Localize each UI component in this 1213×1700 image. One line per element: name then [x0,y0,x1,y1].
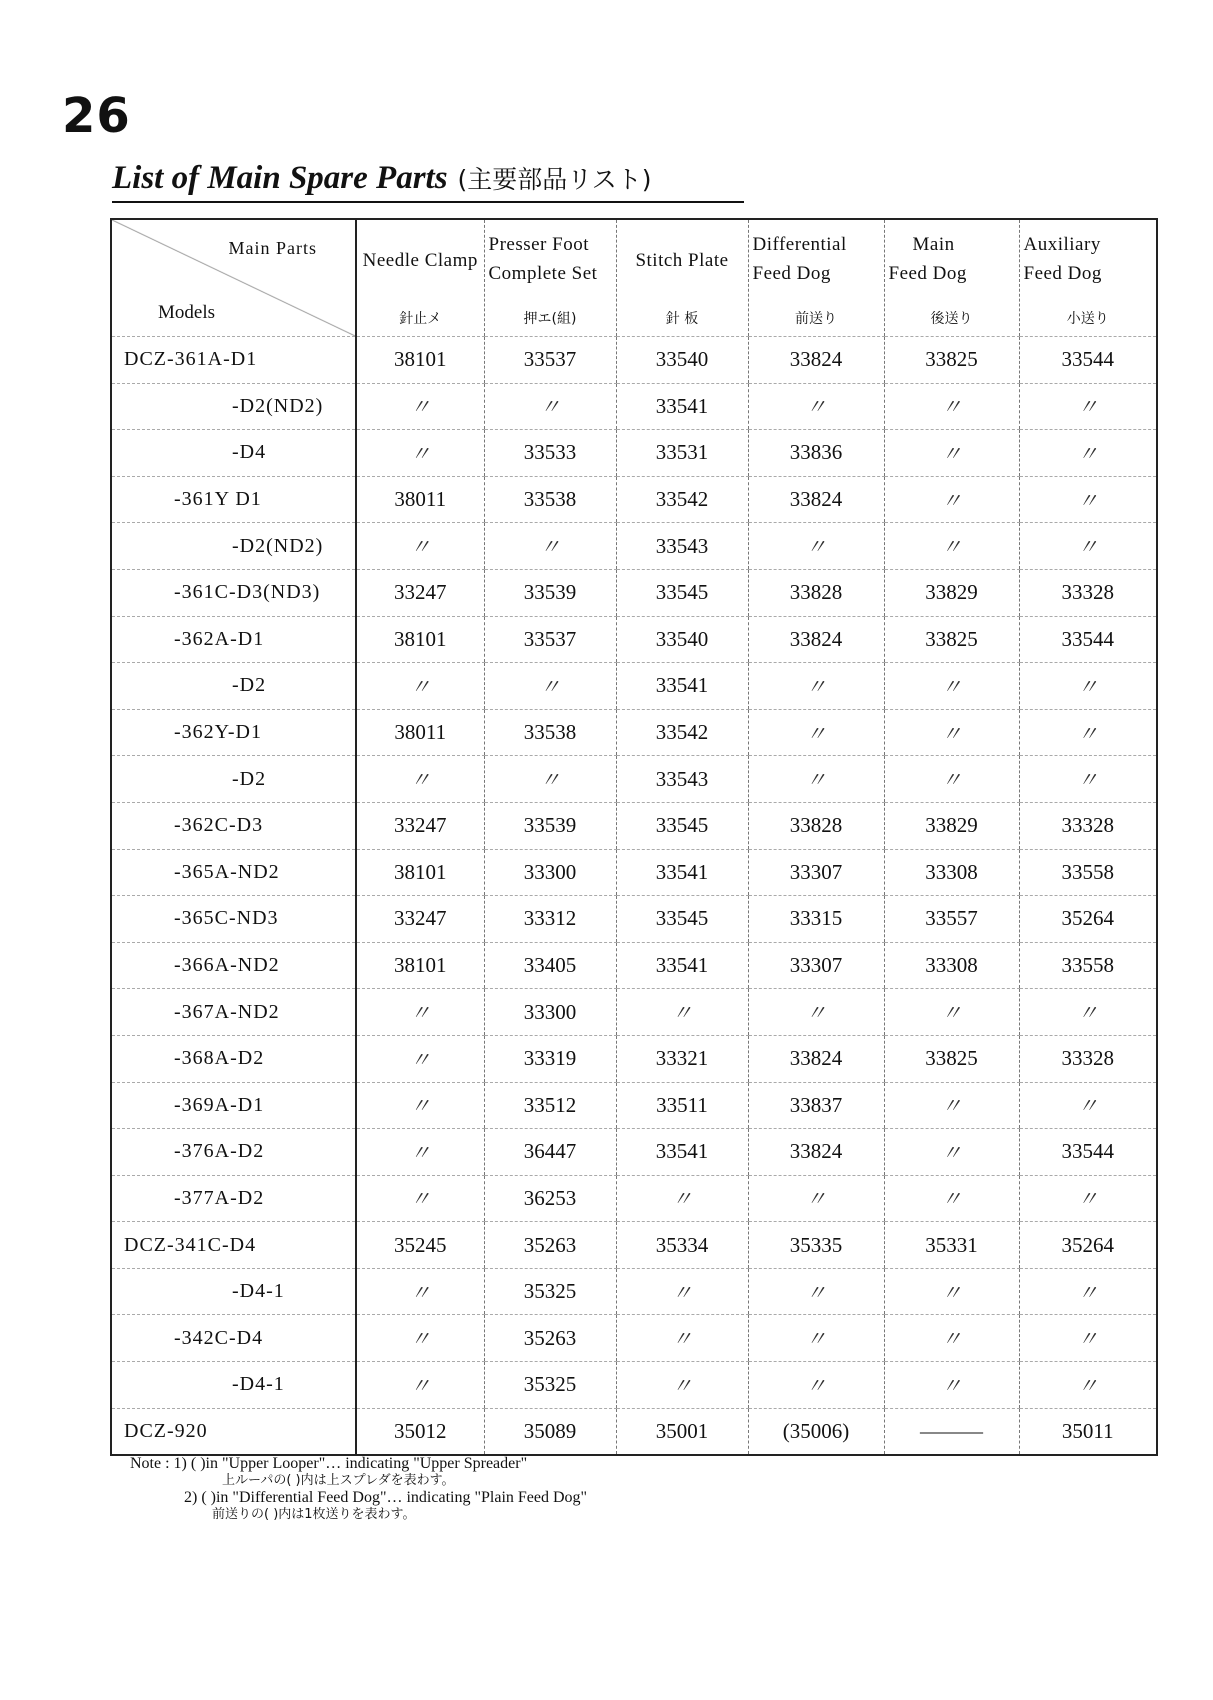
part-number-cell: 33541 [616,383,748,430]
part-number-cell: 38101 [356,849,484,896]
part-number-cell: 〃 [1019,1082,1157,1129]
part-number-cell: 〃 [1019,523,1157,570]
part-number-cell: 35264 [1019,896,1157,943]
part-number-cell: 〃 [884,383,1019,430]
column-header-stitch-plate [616,219,748,337]
model-cell: -361C-D3(ND3) [111,569,356,616]
part-number-cell: 33825 [884,616,1019,663]
part-number-cell: 33319 [484,1035,616,1082]
model-cell: -D2 [111,663,356,710]
part-number-cell: 33328 [1019,569,1157,616]
part-number-cell: 33542 [616,709,748,756]
part-number-cell: 33300 [484,849,616,896]
part-number-cell: 33538 [484,476,616,523]
table-row [111,337,1157,384]
part-number-cell: 〃 [884,1362,1019,1409]
part-number-cell: 33557 [884,896,1019,943]
part-number-cell: 33537 [484,616,616,663]
table-row [111,523,1157,570]
part-number-cell: 33538 [484,709,616,756]
models-header-cell [111,219,356,337]
part-number-cell: 〃 [748,756,884,803]
model-cell: -362A-D1 [111,616,356,663]
model-cell: -376A-D2 [111,1129,356,1176]
part-number-cell: 33828 [748,569,884,616]
column-header-label: Needle Clamp [362,250,478,271]
part-number-cell: 33558 [1019,942,1157,989]
part-number-cell: 〃 [616,1175,748,1222]
table-row [111,1362,1157,1409]
part-number-cell: 〃 [884,1082,1019,1129]
note-1-english: Note : 1) ( )in "Upper Looper"… indicating "Upper Spreader" [130,1455,528,1472]
part-number-cell: 33545 [616,802,748,849]
part-number-cell: 33837 [748,1082,884,1129]
part-number-cell: 〃 [1019,989,1157,1036]
part-number-cell: 33321 [616,1035,748,1082]
note-2-japanese: 前送りの( )内は1枚送りを表わす。 [212,1507,416,1522]
part-number-cell: 〃 [1019,1315,1157,1362]
column-header-jp: 小送り [1066,311,1109,327]
column-header-label-2: Complete Set [488,263,598,284]
model-cell: DCZ-341C-D4 [111,1222,356,1269]
part-number-cell: 35335 [748,1222,884,1269]
part-number-cell: 38101 [356,616,484,663]
table-row [111,476,1157,523]
part-number-cell: 35012 [356,1408,484,1455]
part-number-cell: 〃 [1019,709,1157,756]
part-number-cell: 〃 [356,1129,484,1176]
part-number-cell: 〃 [748,709,884,756]
part-number-cell: 33312 [484,896,616,943]
part-number-cell: 33836 [748,430,884,477]
part-number-cell: 〃 [356,383,484,430]
part-number-cell: 38101 [356,942,484,989]
table-row [111,1315,1157,1362]
part-number-cell: 36447 [484,1129,616,1176]
part-number-cell: 38011 [356,476,484,523]
part-number-cell: 〃 [884,1129,1019,1176]
table-row [111,802,1157,849]
part-number-cell: 〃 [884,523,1019,570]
table-row [111,942,1157,989]
part-number-cell: 〃 [884,1268,1019,1315]
part-number-cell: 33531 [616,430,748,477]
header-row [111,219,1157,337]
model-cell: DCZ-361A-D1 [111,337,356,384]
part-number-cell: 35264 [1019,1222,1157,1269]
part-number-cell: 35325 [484,1362,616,1409]
note-1-japanese: 上ルーパの( )内は上スプレダを表わす。 [222,1473,455,1488]
part-number-cell: 33825 [884,1035,1019,1082]
part-number-cell: 〃 [484,756,616,803]
column-header-label: Differential [752,234,847,255]
part-number-cell: 33308 [884,849,1019,896]
table-row [111,1408,1157,1455]
column-header-main-feed-dog [884,219,1019,337]
part-number-cell: 33824 [748,1129,884,1176]
part-number-cell: 33824 [748,337,884,384]
model-cell: -D4-1 [111,1268,356,1315]
note-2-english: 2) ( )in "Differential Feed Dog"… indicating "Plain Feed Dog" [184,1489,588,1506]
part-number-cell: 35334 [616,1222,748,1269]
part-number-cell: 35245 [356,1222,484,1269]
title-english: List of Main Spare Parts [112,160,448,196]
part-number-cell: 33328 [1019,1035,1157,1082]
column-header-auxiliary-feed-dog [1019,219,1157,337]
spare-parts-table [110,218,1158,1456]
part-number-cell: 〃 [356,1082,484,1129]
column-header-label: Stitch Plate [635,250,729,271]
part-number-cell: 〃 [356,1315,484,1362]
part-number-cell: 33544 [1019,616,1157,663]
part-number-cell: 33308 [884,942,1019,989]
part-number-cell: 〃 [616,1268,748,1315]
part-number-cell: 〃 [884,430,1019,477]
part-number-cell: 〃 [884,1175,1019,1222]
table-row [111,1082,1157,1129]
model-cell: -365A-ND2 [111,849,356,896]
table-row [111,1035,1157,1082]
part-number-cell: 35263 [484,1315,616,1362]
part-number-cell: 33540 [616,337,748,384]
part-number-cell: 33533 [484,430,616,477]
model-cell: -367A-ND2 [111,989,356,1036]
model-cell: -D2(ND2) [111,383,356,430]
column-header-label: Presser Foot [488,234,589,255]
part-number-cell: 〃 [1019,383,1157,430]
column-header-presser-foot [484,219,616,337]
part-number-cell: 〃 [884,476,1019,523]
part-number-cell: 〃 [1019,1362,1157,1409]
column-header-label-2: Feed Dog [752,263,831,284]
part-number-cell: 〃 [748,1175,884,1222]
part-number-cell: 33537 [484,337,616,384]
main-parts-label: Main Parts [228,238,317,258]
model-cell: -361Y D1 [111,476,356,523]
model-cell: DCZ-920 [111,1408,356,1455]
part-number-cell: 〃 [356,663,484,710]
part-number-cell: 〃 [356,1035,484,1082]
part-number-cell: 〃 [616,1315,748,1362]
part-number-cell: 〃 [884,663,1019,710]
part-number-cell: 33541 [616,1129,748,1176]
part-number-cell: (35006) [748,1408,884,1455]
part-number-cell: 35089 [484,1408,616,1455]
part-number-cell: 33824 [748,1035,884,1082]
part-number-cell: 〃 [484,663,616,710]
part-number-cell: 33540 [616,616,748,663]
table-row [111,1129,1157,1176]
part-number-cell: 〃 [356,1175,484,1222]
table-row [111,569,1157,616]
part-number-cell: 〃 [1019,756,1157,803]
model-cell: -365C-ND3 [111,896,356,943]
title-japanese: (主要部品リスト) [457,165,652,194]
part-number-cell: 33405 [484,942,616,989]
table-row [111,616,1157,663]
part-number-cell: 33824 [748,476,884,523]
part-number-cell: 33300 [484,989,616,1036]
part-number-cell: 36253 [484,1175,616,1222]
column-header-label: Auxiliary [1023,234,1101,255]
model-cell: -366A-ND2 [111,942,356,989]
part-number-cell: 33543 [616,756,748,803]
table-body [111,337,1157,1456]
model-cell: -D2(ND2) [111,523,356,570]
part-number-cell: 〃 [356,523,484,570]
part-number-cell: 〃 [1019,1268,1157,1315]
part-number-cell: 〃 [356,430,484,477]
part-number-cell: 33543 [616,523,748,570]
part-number-cell: 33829 [884,802,1019,849]
part-number-cell: 33247 [356,896,484,943]
table-row [111,1175,1157,1222]
part-number-cell: 33328 [1019,802,1157,849]
part-number-cell: ——— [884,1408,1019,1455]
part-number-cell: 〃 [484,523,616,570]
model-cell: -368A-D2 [111,1035,356,1082]
part-number-cell: 〃 [884,1315,1019,1362]
part-number-cell: 35263 [484,1222,616,1269]
part-number-cell: 33545 [616,896,748,943]
column-header-jp: 後送り [930,311,973,327]
part-number-cell: 35011 [1019,1408,1157,1455]
model-cell: -D2 [111,756,356,803]
table-row [111,756,1157,803]
table-row [111,989,1157,1036]
column-header-label-2: Feed Dog [1023,263,1102,284]
model-cell: -D4-1 [111,1362,356,1409]
part-number-cell: 33825 [884,337,1019,384]
part-number-cell: 33544 [1019,337,1157,384]
model-cell: -342C-D4 [111,1315,356,1362]
table-row [111,383,1157,430]
part-number-cell: 〃 [884,709,1019,756]
table-row [111,663,1157,710]
page-title [112,160,744,203]
part-number-cell: 33539 [484,802,616,849]
column-header-jp: 針 板 [665,311,699,327]
part-number-cell: 〃 [884,989,1019,1036]
part-number-cell: 33542 [616,476,748,523]
part-number-cell: 〃 [748,1268,884,1315]
part-number-cell: 35325 [484,1268,616,1315]
part-number-cell: 38101 [356,337,484,384]
part-number-cell: 33307 [748,849,884,896]
table-row [111,430,1157,477]
part-number-cell: 〃 [748,383,884,430]
column-header-jp: 押エ(組) [523,311,577,327]
part-number-cell: 33544 [1019,1129,1157,1176]
part-number-cell: 33829 [884,569,1019,616]
part-number-cell: 33824 [748,616,884,663]
table-row [111,849,1157,896]
table-row [111,1268,1157,1315]
part-number-cell: 〃 [1019,663,1157,710]
part-number-cell: 〃 [748,663,884,710]
part-number-cell: 33511 [616,1082,748,1129]
table-row [111,709,1157,756]
part-number-cell: 33315 [748,896,884,943]
models-label: Models [158,302,215,323]
part-number-cell: 〃 [1019,1175,1157,1222]
model-cell: -377A-D2 [111,1175,356,1222]
part-number-cell: 〃 [748,1315,884,1362]
part-number-cell: 〃 [748,989,884,1036]
model-cell: -362Y-D1 [111,709,356,756]
part-number-cell: 〃 [616,1362,748,1409]
part-number-cell: 38011 [356,709,484,756]
column-header-label-2: Feed Dog [888,263,967,284]
table-row [111,1222,1157,1269]
part-number-cell: 33541 [616,849,748,896]
part-number-cell: 33247 [356,569,484,616]
part-number-cell: 〃 [884,756,1019,803]
column-header-label: Main [912,234,955,255]
part-number-cell: 〃 [356,756,484,803]
part-number-cell: 〃 [748,1362,884,1409]
part-number-cell: 33541 [616,942,748,989]
footnotes [130,1455,1130,1523]
table-row [111,896,1157,943]
column-header-needle-clamp [356,219,484,337]
model-cell: -369A-D1 [111,1082,356,1129]
column-header-jp: 前送り [795,311,837,327]
part-number-cell: 〃 [616,989,748,1036]
part-number-cell: 〃 [356,989,484,1036]
part-number-cell: 〃 [356,1268,484,1315]
part-number-cell: 33247 [356,802,484,849]
part-number-cell: 33828 [748,802,884,849]
model-cell: -362C-D3 [111,802,356,849]
part-number-cell: 〃 [484,383,616,430]
part-number-cell: 33558 [1019,849,1157,896]
part-number-cell: 33541 [616,663,748,710]
column-header-jp: 針止メ [399,311,442,327]
column-header-differential-feed-dog [748,219,884,337]
part-number-cell: 〃 [1019,476,1157,523]
page-number: 26 [62,88,131,144]
part-number-cell: 33512 [484,1082,616,1129]
part-number-cell: 35331 [884,1222,1019,1269]
part-number-cell: 33539 [484,569,616,616]
part-number-cell: 〃 [748,523,884,570]
model-cell: -D4 [111,430,356,477]
part-number-cell: 35001 [616,1408,748,1455]
part-number-cell: 〃 [356,1362,484,1409]
part-number-cell: 33307 [748,942,884,989]
part-number-cell: 33545 [616,569,748,616]
part-number-cell: 〃 [1019,430,1157,477]
